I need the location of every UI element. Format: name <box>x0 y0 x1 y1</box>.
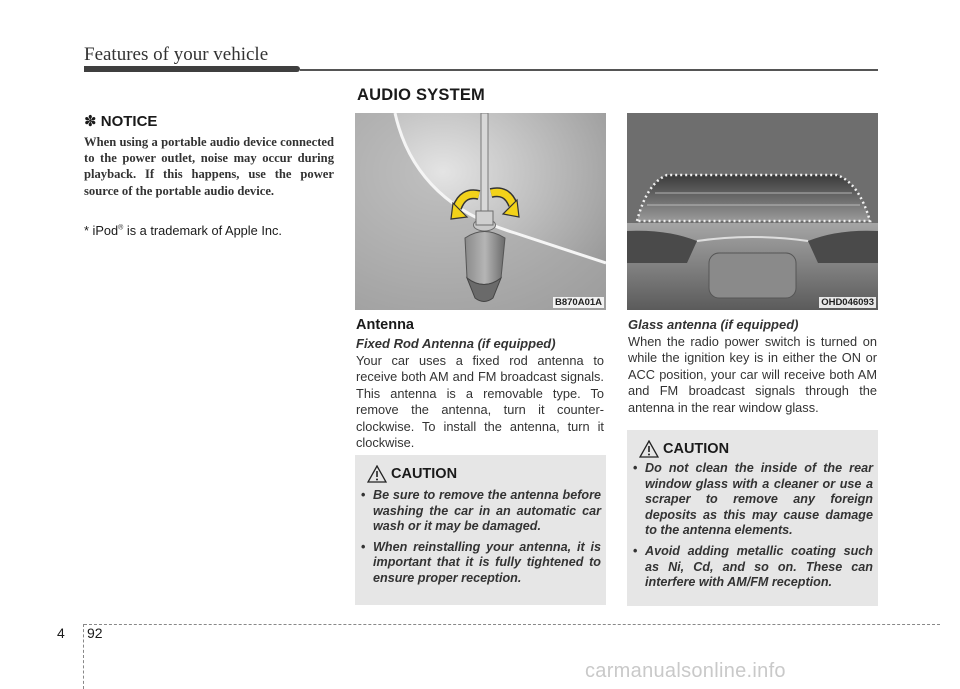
running-header: Features of your vehicle <box>84 44 269 65</box>
glass-antenna-body: When the radio power switch is turned on while the ignition key is in either the ON or ACC position, your car will receive both AM and FM broadcast signals through the antenna in the rear window glass. <box>628 334 877 415</box>
glass-antenna-subheading: Glass antenna (if equipped) <box>628 317 799 332</box>
notice-heading: ✽ NOTICE <box>84 113 158 130</box>
caution-box-antenna <box>355 455 606 605</box>
caution-title: CAUTION <box>391 466 458 482</box>
figure-code: OHD046093 <box>821 297 874 308</box>
trademark-note: * iPod® is a trademark of Apple Inc. <box>84 223 282 238</box>
notice-body: When using a portable audio device connected to the power outlet, noise may occur during playback. If this happens, use the power source of the portable audio device. <box>84 135 334 198</box>
caution-box-glass <box>627 430 878 606</box>
footer-divider <box>83 624 84 689</box>
page-number: 92 <box>87 625 103 641</box>
caution-list <box>357 488 601 592</box>
chapter-number: 4 <box>57 625 65 641</box>
caution-item: • Do not clean the inside of the rear window glass with a cleaner or use a scraper to remove any foreign deposits as this may cause damage to the antenna elements. <box>629 461 873 539</box>
caution-item: • Be sure to remove the antenna before washing the car in an automatic car wash or it may be damaged. <box>357 488 601 535</box>
footer-rule <box>84 624 940 625</box>
caution-title: CAUTION <box>663 441 730 457</box>
fixed-rod-subheading: Fixed Rod Antenna (if equipped) <box>356 336 556 351</box>
caution-list <box>629 461 873 596</box>
antenna-illustration <box>355 113 606 310</box>
antenna-heading: Antenna <box>356 317 414 333</box>
caution-item: • When reinstalling your antenna, it is important that it is fully tightened to ensure proper reception. <box>357 540 601 587</box>
caution-item: • Avoid adding metallic coating such as Ni, Cd, and so on. These can interfere with AM/FM reception. <box>629 544 873 591</box>
rear-window-photo <box>627 113 878 310</box>
warning-triangle-icon <box>639 440 659 458</box>
watermark: carmanualsonline.info <box>585 660 786 682</box>
figure-code: B870A01A <box>555 297 602 308</box>
antenna-body: Your car uses a fixed rod antenna to receive both AM and FM broadcast signals. This antenna is a removable type. To remove the antenna, turn it counter-clockwise. To install the antenna, turn it clockwise. <box>356 353 604 451</box>
header-bar <box>84 66 300 72</box>
header-rule <box>300 69 878 71</box>
section-title: AUDIO SYSTEM <box>357 86 485 104</box>
warning-triangle-icon <box>367 465 387 483</box>
